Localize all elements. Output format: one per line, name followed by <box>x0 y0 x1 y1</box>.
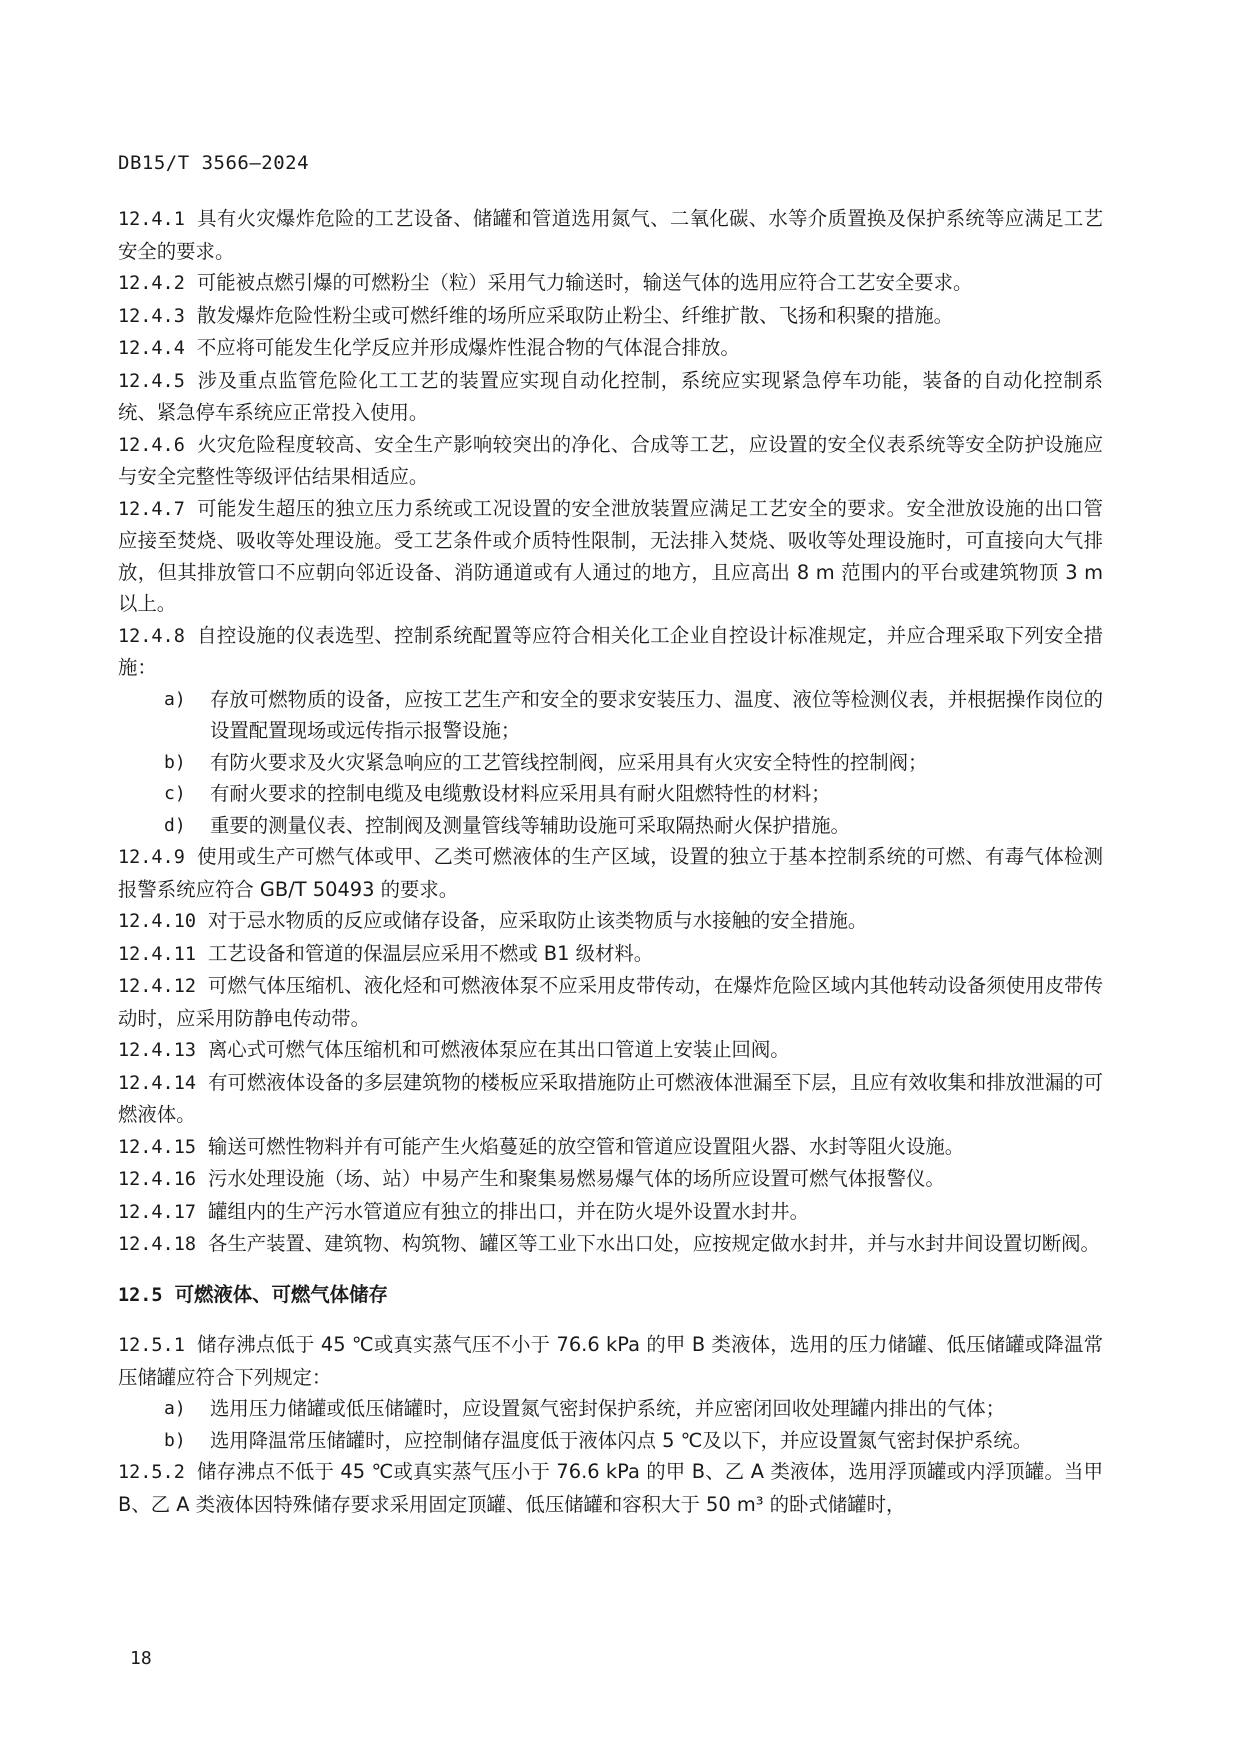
clause-12-5-1 <box>118 1329 1103 1393</box>
clause-12-5-2 <box>118 1456 1103 1520</box>
list-marker: b) <box>164 751 186 773</box>
clause-text: 罐组内的生产污水管道应有独立的排出口，并在防火堤外设置水封井。 <box>207 1199 810 1223</box>
clause-number: 12.4.18 <box>118 1234 196 1255</box>
clause-number: 12.4.3 <box>118 305 185 327</box>
clause-12-4-14 <box>118 1067 1103 1131</box>
clause-12-4-1 <box>118 203 1103 267</box>
list-item <box>118 1425 1103 1457</box>
clause-number: 12.4.2 <box>118 273 185 294</box>
clause-text: 有可燃液体设备的多层建筑物的楼板应采取措施防止可燃液体泄漏至下层，且应有效收集和排放泄漏的可燃液体。 <box>118 1070 1103 1126</box>
clause-text: 各生产装置、建筑物、构筑物、罐区等工业下水出口处，应按规定做水封井，并与水封井间设置切断阀。 <box>207 1232 1100 1255</box>
clause-12-4-4 <box>118 332 1103 365</box>
document-body <box>118 203 1103 1520</box>
clause-number: 12.4.17 <box>118 1201 196 1223</box>
clause-12-4-16 <box>118 1163 1103 1196</box>
clause-text: 自控设施的仪表选型、控制系统配置等应符合相关化工企业自控设计标准规定，并应合理采取下列安全措施： <box>118 623 1103 679</box>
clause-number: 12.4.5 <box>118 370 185 392</box>
clause-number: 12.5.2 <box>118 1462 185 1483</box>
clause-text: 火灾危险程度较高、安全生产影响较突出的净化、合成等工艺，应设置的安全仪表系统等安全防护设施应与安全完整性等级评估结果相适应。 <box>118 432 1103 488</box>
list-item <box>118 747 1103 779</box>
clause-number: 12.4.11 <box>118 943 196 965</box>
clause-12-4-9 <box>118 841 1103 905</box>
list-item <box>118 778 1103 810</box>
document-code: DB15/T 3566—2024 <box>118 152 310 174</box>
clause-number: 12.4.8 <box>118 625 185 647</box>
clause-12-4-18 <box>118 1228 1103 1261</box>
list-item <box>118 810 1103 842</box>
clause-number: 12.5.1 <box>118 1335 185 1356</box>
clause-text: 输送可燃性物料并有可能产生火焰蔓延的放空管和管道应设置阻火器、水封等阻火设施。 <box>207 1134 965 1158</box>
list-item <box>118 684 1103 747</box>
clause-12-4-8 <box>118 620 1103 684</box>
clause-text: 可能发生超压的独立压力系统或工况设置的安全泄放装置应满足工艺安全的要求。安全泄放设施的出口管应接至焚烧、吸收等处理设施。受工艺条件或介质特性限制，无法排入焚烧、吸收等处理设施时，可直接向大气排放，但其排放管口不应朝向邻近设备、消防通道或有人通过的地方，且应高出 8 m 范围内的平台或建筑物顶 3 m 以上。 <box>118 496 1103 615</box>
clause-number: 12.4.15 <box>118 1136 196 1158</box>
clause-number: 12.4.7 <box>118 498 185 520</box>
clause-text: 储存沸点不低于 45 ℃或真实蒸气压小于 76.6 kPa 的甲 B、乙 A 类液体，选用浮顶罐或内浮顶罐。当甲 B、乙 A 类液体因特殊储存要求采用固定顶罐、低压储罐和容积大于 50 m³ 的卧式储罐时， <box>118 1460 1103 1516</box>
clause-12-4-15 <box>118 1131 1103 1164</box>
clause-number: 12.4.1 <box>118 209 185 230</box>
clause-number: 12.4.10 <box>118 911 196 932</box>
section-title: 可燃液体、可燃气体储存 <box>174 1282 388 1306</box>
list-item <box>118 1393 1103 1425</box>
clause-text: 使用或生产可燃气体或甲、乙类可燃液体的生产区域，设置的独立于基本控制系统的可燃、有毒气体检测报警系统应符合 GB/T 50493 的要求。 <box>118 845 1103 901</box>
list-marker: b) <box>164 1429 186 1451</box>
clause-text: 可能被点燃引爆的可燃粉尘（粒）采用气力输送时，输送气体的选用应符合工艺安全要求。 <box>196 271 973 294</box>
list-marker: d) <box>164 814 186 836</box>
section-heading <box>118 1279 1103 1312</box>
page-number: 18 <box>130 1648 152 1669</box>
clause-text: 涉及重点监管危险化工工艺的装置应实现自动化控制，系统应实现紧急停车功能，装备的自动化控制系统、紧急停车系统应正常投入使用。 <box>118 368 1103 424</box>
clause-text: 离心式可燃气体压缩机和可燃液体泵应在其出口管道上安装止回阀。 <box>207 1038 790 1061</box>
clause-number: 12.4.16 <box>118 1169 196 1190</box>
clause-12-4-6 <box>118 429 1103 493</box>
list-marker: a) <box>164 1398 186 1419</box>
list-text: 重要的测量仪表、控制阀及测量管线等辅助设施可采取隔热耐火保护措施。 <box>210 813 850 837</box>
clause-number: 12.4.4 <box>118 338 185 359</box>
clause-12-4-7 <box>118 493 1103 620</box>
clause-text: 对于忌水物质的反应或储存设备，应采取防止该类物质与水接触的安全措施。 <box>207 909 868 932</box>
clause-text: 工艺设备和管道的保温层应采用不燃或 B1 级材料。 <box>207 941 654 965</box>
clause-12-4-12 <box>118 970 1103 1034</box>
clause-number: 12.4.6 <box>118 434 185 456</box>
clause-number: 12.4.14 <box>118 1072 196 1094</box>
clause-text: 污水处理设施（场、站）中易产生和聚集易燃易爆气体的场所应设置可燃气体报警仪。 <box>207 1167 945 1190</box>
list-text: 存放可燃物质的设备，应按工艺生产和安全的要求安装压力、温度、液位等检测仪表，并根据操作岗位的设置配置现场或远传指示报警设施； <box>210 687 1103 742</box>
clause-12-4-11 <box>118 938 1103 971</box>
list-text: 有防火要求及火灾紧急响应的工艺管线控制阀，应采用具有火灾安全特性的控制阀； <box>210 750 928 774</box>
clause-text: 不应将可能发生化学反应并形成爆炸性混合物的气体混合排放。 <box>196 336 740 359</box>
clause-text: 储存沸点低于 45 ℃或真实蒸气压不小于 76.6 kPa 的甲 B 类液体，选用的压力储罐、低压储罐或降温常压储罐应符合下列规定： <box>118 1333 1103 1389</box>
clause-number: 12.4.9 <box>118 847 185 868</box>
list-marker: c) <box>164 783 186 804</box>
clause-12-4-10 <box>118 905 1103 938</box>
clause-12-4-13 <box>118 1034 1103 1067</box>
clause-text: 具有火灾爆炸危险的工艺设备、储罐和管道选用氮气、二氧化碳、水等介质置换及保护系统等应满足工艺安全的要求。 <box>118 207 1103 263</box>
clause-12-4-2 <box>118 267 1103 300</box>
list-text: 选用压力储罐或低压储罐时，应设置氮气密封保护系统，并应密闭回收处理罐内排出的气体； <box>210 1397 1006 1420</box>
clause-12-4-17 <box>118 1196 1103 1229</box>
clause-text: 散发爆炸危险性粉尘或可燃纤维的场所应采取防止粉尘、纤维扩散、飞扬和积聚的措施。 <box>196 303 954 327</box>
clause-number: 12.4.12 <box>118 976 196 997</box>
list-text: 有耐火要求的控制电缆及电缆敷设材料应采用具有耐火阻燃特性的材料； <box>210 782 831 805</box>
list-marker: a) <box>164 688 186 710</box>
section-number: 12.5 <box>118 1284 163 1306</box>
clause-text: 可燃气体压缩机、液化烃和可燃液体泵不应采用皮带传动，在爆炸危险区域内其他转动设备须使用皮带传动时，应采用防静电传动带。 <box>118 974 1103 1030</box>
list-text: 选用降温常压储罐时，应控制储存温度低于液体闪点 5 ℃及以下，并应设置氮气密封保护系统。 <box>210 1428 1033 1452</box>
clause-number: 12.4.13 <box>118 1040 196 1061</box>
clause-12-4-5 <box>118 365 1103 429</box>
clause-12-4-3 <box>118 300 1103 333</box>
